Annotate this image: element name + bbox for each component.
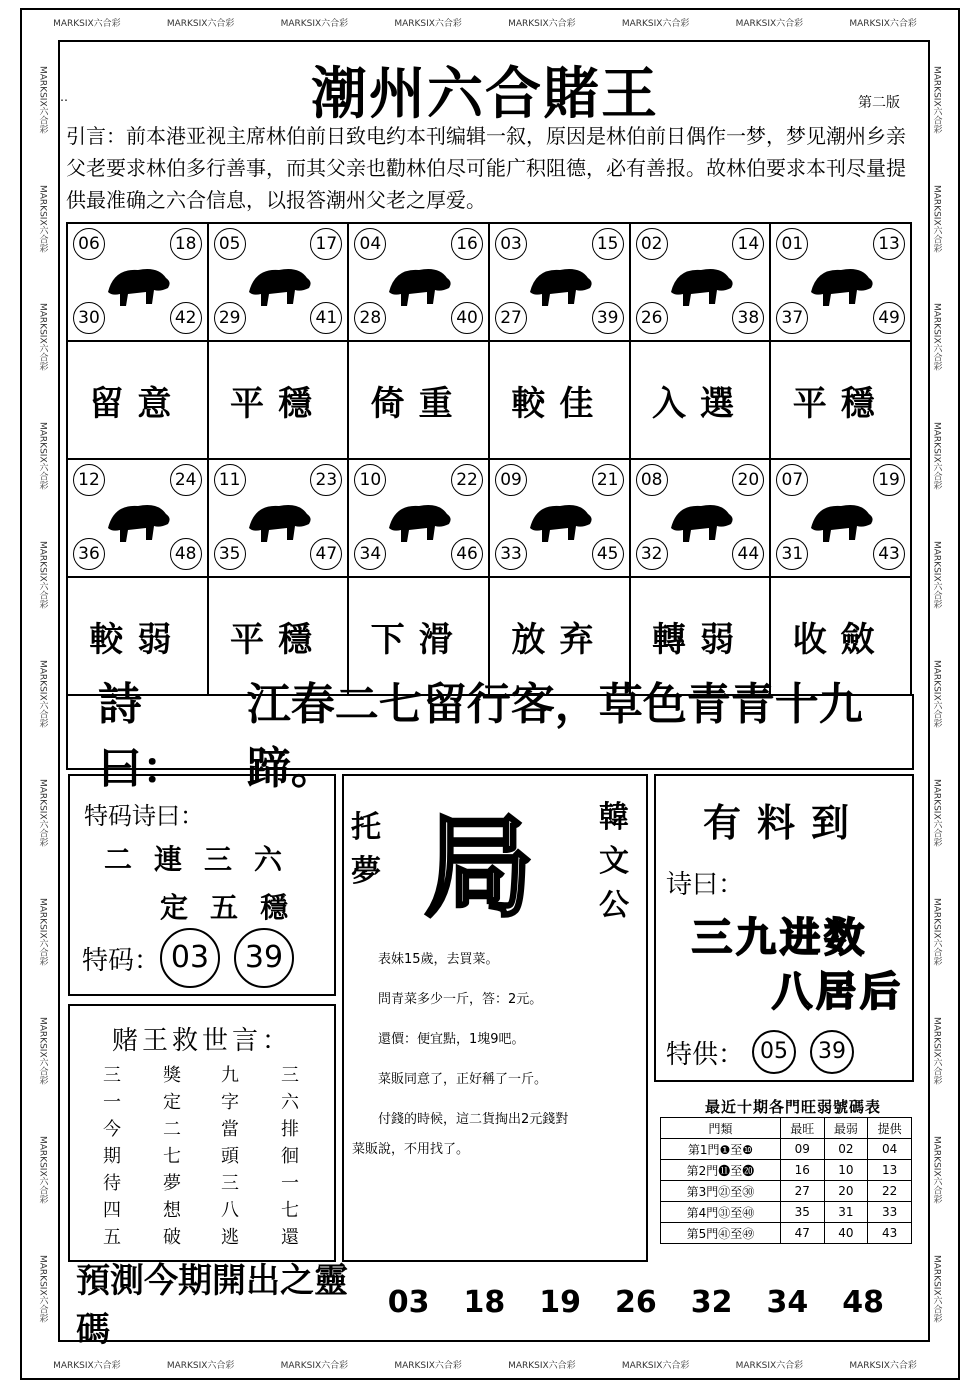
story-line: 付錢的時候，這二貨掏出2元錢對: [378, 1112, 569, 1127]
story-line: 菜販同意了，正好稱了一斤。: [378, 1072, 548, 1087]
gambler-words-column: 獎 定 二 七 夢 想 破: [163, 1065, 181, 1248]
zodiac-number: 45: [592, 538, 624, 570]
youliao-line1: 三九进数: [692, 915, 868, 961]
watermark: MARKSIX六合彩: [37, 1016, 48, 1085]
zodiac-word: 下滑: [349, 578, 490, 696]
stats-cell: 第4門㉛至㊵: [661, 1202, 781, 1223]
watermark: MARKSIX六合彩: [735, 18, 804, 29]
zodiac-number: 48: [170, 538, 202, 570]
watermark: MARKSIX六合彩: [849, 1360, 917, 1371]
stats-cell: 27: [780, 1181, 824, 1202]
zodiac-word: 平穩: [771, 342, 912, 460]
ox-icon: [241, 248, 317, 312]
zodiac-number: 31: [776, 538, 808, 570]
zodiac-word-row: [68, 342, 912, 460]
poem-banner: [66, 679, 914, 794]
zodiac-number: 28: [354, 302, 386, 334]
zodiac-number: 46: [451, 538, 483, 570]
gambler-words-column: 三 六 排 徊 一 七 還: [281, 1065, 299, 1248]
zodiac-cell-goat: [209, 460, 350, 578]
zodiac-word: 較弱: [68, 578, 209, 696]
watermark-strip-left: [30, 40, 56, 1348]
stats-cell: 35: [780, 1202, 824, 1223]
zodiac-cell-rat: [68, 224, 209, 342]
watermark: MARKSIX六合彩: [394, 18, 462, 29]
watermark: MARKSIX六合彩: [37, 541, 48, 609]
zodiac-number: 09: [495, 464, 527, 496]
gambler-words-title: 赌王救世言：: [111, 1026, 292, 1056]
watermark: MARKSIX六合彩: [37, 65, 48, 134]
stats-cell: 22: [868, 1181, 912, 1202]
youliao-number: 05: [752, 1030, 796, 1074]
zodiac-number: 08: [636, 464, 668, 496]
zodiac-number: 35: [214, 538, 246, 570]
zodiac-number: 41: [310, 302, 342, 334]
table-row: [661, 1181, 912, 1202]
watermark: MARKSIX六合彩: [931, 184, 942, 253]
zodiac-number: 49: [873, 302, 905, 334]
zodiac-number: 18: [170, 228, 202, 260]
header-dots: ‥: [60, 90, 69, 104]
watermark: MARKSIX六合彩: [931, 1254, 942, 1323]
dragon-icon: [663, 248, 739, 312]
watermark: MARKSIX六合彩: [53, 18, 121, 29]
story-line: 菜販說，不用找了。: [352, 1142, 470, 1157]
zodiac-word: 轉弱: [631, 578, 772, 696]
stats-header-row: [661, 1118, 912, 1139]
watermark: MARKSIX六合彩: [37, 184, 48, 253]
stats-cell: 09: [780, 1139, 824, 1160]
dream-left-vertical: 托 夢: [351, 810, 381, 889]
zodiac-cell-horse: [68, 460, 209, 578]
zodiac-word: 放弃: [490, 578, 631, 696]
poem-text: 江春二七留行客，草色青青十九蹄。: [246, 679, 863, 794]
prediction-number: 26: [615, 1284, 657, 1320]
stats-header: 最弱: [824, 1118, 868, 1139]
watermark: MARKSIX六合彩: [931, 303, 942, 372]
story-line: 表妹15歲，去買菜。: [378, 952, 499, 967]
rat-icon: [100, 248, 176, 312]
special-code-row: [82, 928, 294, 988]
edition-label: 第二版: [858, 95, 900, 111]
watermark: MARKSIX六合彩: [931, 897, 942, 966]
zodiac-number: 39: [592, 302, 624, 334]
zodiac-number: 16: [451, 228, 483, 260]
zodiac-number: 22: [451, 464, 483, 496]
stats-cell: 04: [868, 1139, 912, 1160]
stats-cell: 第2門⓫至⓴: [661, 1160, 781, 1181]
stats-cell: 31: [824, 1202, 868, 1223]
youliao-line2: 八居后: [772, 969, 904, 1015]
stats-cell: 第5門㊶至㊾: [661, 1223, 781, 1244]
rooster-icon: [522, 484, 598, 548]
prediction-bar: [66, 1261, 918, 1350]
page-title: 潮州六合賭王: [311, 61, 659, 127]
stats-cell: 10: [824, 1160, 868, 1181]
youliao-label: 诗曰：: [666, 870, 745, 900]
zodiac-number: 42: [170, 302, 202, 334]
zodiac-number: 15: [592, 228, 624, 260]
watermark: MARKSIX六合彩: [37, 303, 48, 372]
table-row: [661, 1202, 912, 1223]
zodiac-word: 較佳: [490, 342, 631, 460]
zodiac-number: 17: [310, 228, 342, 260]
zodiac-number: 03: [495, 228, 527, 260]
watermark: MARKSIX六合彩: [394, 1360, 462, 1371]
youliao-special-label: 特供：: [666, 1039, 745, 1070]
stats-table: [660, 1117, 912, 1244]
zodiac-cell-rooster: [490, 460, 631, 578]
special-code-title: 特码诗曰：: [84, 802, 204, 830]
zodiac-number: 20: [732, 464, 764, 496]
watermark: MARKSIX六合彩: [37, 1135, 48, 1204]
watermark: MARKSIX六合彩: [37, 897, 48, 966]
watermark: MARKSIX六合彩: [621, 1360, 690, 1371]
prediction-number: 18: [463, 1284, 506, 1320]
gambler-words-column: 九 字 當 頭 三 八 逃: [221, 1065, 239, 1248]
intro-text: 引言：前本港亚视主席林伯前日致电约本刊编辑一叙，原因是林伯前日偶作一梦，梦见潮州乡亲父老要求林伯多行善事，而其父亲也勸林伯尽可能广积阻德，必有善报。故林伯要求本刊尽量提供最准确之六合信息，以报答潮州父老之厚爱。: [66, 124, 906, 212]
horse-icon: [100, 484, 176, 548]
zodiac-number: 30: [73, 302, 105, 334]
zodiac-cell-dragon: [631, 224, 772, 342]
watermark: MARKSIX六合彩: [931, 1135, 942, 1204]
stats-cell: 40: [824, 1223, 868, 1244]
youliao-number: 39: [810, 1030, 854, 1074]
watermark: MARKSIX六合彩: [37, 660, 48, 728]
watermark: MARKSIX六合彩: [735, 1360, 804, 1371]
zodiac-cell-pig: [771, 460, 912, 578]
zodiac-number: 43: [873, 538, 905, 570]
tiger-icon: [381, 248, 457, 312]
stats-header: 門類: [661, 1118, 781, 1139]
zodiac-number: 40: [451, 302, 483, 334]
watermark: MARKSIX六合彩: [849, 18, 917, 29]
zodiac-number: 19: [873, 464, 905, 496]
zodiac-number: 06: [73, 228, 105, 260]
poem-label: 詩曰：: [98, 679, 186, 794]
prediction-number: 32: [690, 1284, 733, 1320]
zodiac-word: 平穩: [209, 342, 350, 460]
watermark: MARKSIX六合彩: [37, 1254, 48, 1323]
zodiac-number: 24: [170, 464, 202, 496]
zodiac-number: 37: [776, 302, 808, 334]
watermark-strip-bottom: [30, 1352, 940, 1376]
rabbit-icon: [522, 248, 598, 312]
watermark: MARKSIX六合彩: [931, 65, 942, 134]
stats-cell: 20: [824, 1181, 868, 1202]
watermark: MARKSIX六合彩: [280, 1360, 349, 1371]
zodiac-number: 38: [732, 302, 764, 334]
zodiac-number: 47: [310, 538, 342, 570]
zodiac-number: 07: [776, 464, 808, 496]
prediction-number: 34: [766, 1284, 809, 1320]
zodiac-number: 33: [495, 538, 527, 570]
watermark: MARKSIX六合彩: [280, 18, 349, 29]
special-code-label: 特码：: [82, 945, 161, 976]
zodiac-number: 36: [73, 538, 105, 570]
watermark: MARKSIX六合彩: [37, 779, 48, 847]
watermark-strip-top: [30, 10, 940, 34]
zodiac-number: 32: [636, 538, 668, 570]
zodiac-word: 留意: [68, 342, 209, 460]
watermark: MARKSIX六合彩: [931, 541, 942, 609]
stats-cell: 02: [824, 1139, 868, 1160]
zodiac-cell-dog: [631, 460, 772, 578]
zodiac-animal-row: [68, 224, 912, 342]
stats-cell: 第3門㉑至㉚: [661, 1181, 781, 1202]
zodiac-number: 44: [732, 538, 764, 570]
zodiac-word: 倚重: [349, 342, 490, 460]
story-line: 問青菜多少一斤，答：2元。: [378, 992, 543, 1007]
zodiac-cell-rabbit: [490, 224, 631, 342]
zodiac-number: 11: [214, 464, 246, 496]
dream-box: [342, 774, 648, 1262]
snake-icon: [803, 248, 879, 312]
zodiac-number: 05: [214, 228, 246, 260]
zodiac-cell-tiger: [349, 224, 490, 342]
zodiac-number: 34: [354, 538, 386, 570]
table-row: [661, 1139, 912, 1160]
zodiac-number: 23: [310, 464, 342, 496]
zodiac-number: 14: [732, 228, 764, 260]
stats-cell: 47: [780, 1223, 824, 1244]
stats-title: 最近十期各門旺弱號碼表: [704, 1098, 881, 1116]
special-code-number: 03: [160, 928, 220, 988]
dog-icon: [663, 484, 739, 548]
gambler-words-box: [68, 1004, 336, 1262]
story-line: 還價：便宜點，1塊9吧。: [378, 1032, 525, 1047]
dream-right-vertical: 韓 文 公: [599, 800, 629, 923]
zodiac-number: 26: [636, 302, 668, 334]
zodiac-grid: [66, 222, 912, 696]
prediction-number: 19: [539, 1284, 581, 1320]
table-row: [661, 1223, 912, 1244]
zodiac-number: 21: [592, 464, 624, 496]
stats-cell: 第1門❶至❿: [661, 1139, 781, 1160]
zodiac-cell-snake: [771, 224, 912, 342]
monkey-icon: [381, 484, 457, 548]
prediction-number: 48: [842, 1284, 884, 1320]
zodiac-word: 入選: [631, 342, 772, 460]
zodiac-number: 04: [354, 228, 386, 260]
dream-big-char: 局: [424, 804, 534, 932]
zodiac-number: 13: [873, 228, 905, 260]
zodiac-number: 01: [776, 228, 808, 260]
watermark: MARKSIX六合彩: [37, 422, 48, 490]
watermark: MARKSIX六合彩: [53, 1360, 121, 1371]
watermark: MARKSIX六合彩: [508, 1360, 576, 1371]
zodiac-cell-monkey: [349, 460, 490, 578]
stats-header: 提供: [868, 1118, 912, 1139]
zodiac-cell-ox: [209, 224, 350, 342]
zodiac-word: 平穩: [209, 578, 350, 696]
watermark: MARKSIX六合彩: [508, 18, 576, 29]
zodiac-number: 10: [354, 464, 386, 496]
zodiac-number: 29: [214, 302, 246, 334]
watermark: MARKSIX六合彩: [166, 1360, 235, 1371]
prediction-label: 預測今期開出之靈碼: [76, 1261, 348, 1350]
goat-icon: [241, 484, 317, 548]
watermark: MARKSIX六合彩: [931, 660, 942, 728]
zodiac-number: 12: [73, 464, 105, 496]
table-row: [661, 1160, 912, 1181]
watermark: MARKSIX六合彩: [931, 422, 942, 490]
stats-cell: 16: [780, 1160, 824, 1181]
zodiac-animal-row: [68, 460, 912, 578]
prediction-number: 03: [387, 1284, 430, 1320]
watermark: MARKSIX六合彩: [166, 18, 235, 29]
watermark: MARKSIX六合彩: [621, 18, 690, 29]
stats-cell: 13: [868, 1160, 912, 1181]
youliao-title: 有料到: [702, 801, 865, 845]
special-code-line2: 定五穩: [160, 891, 311, 924]
zodiac-number: 02: [636, 228, 668, 260]
youliao-special-row: [666, 1030, 854, 1074]
youliao-box: [654, 774, 914, 1082]
stats-cell: 33: [868, 1202, 912, 1223]
stats-cell: 43: [868, 1223, 912, 1244]
stats-header: 最旺: [780, 1118, 824, 1139]
special-code-line1: 二連三六: [104, 843, 305, 876]
pig-icon: [803, 484, 879, 548]
special-code-number: 39: [234, 928, 294, 988]
zodiac-word: 收斂: [771, 578, 912, 696]
zodiac-number: 27: [495, 302, 527, 334]
special-code-box: [68, 774, 336, 996]
gambler-words-column: 三 一 今 期 待 四 五: [103, 1065, 121, 1248]
watermark: MARKSIX六合彩: [931, 779, 942, 847]
watermark: MARKSIX六合彩: [931, 1016, 942, 1085]
